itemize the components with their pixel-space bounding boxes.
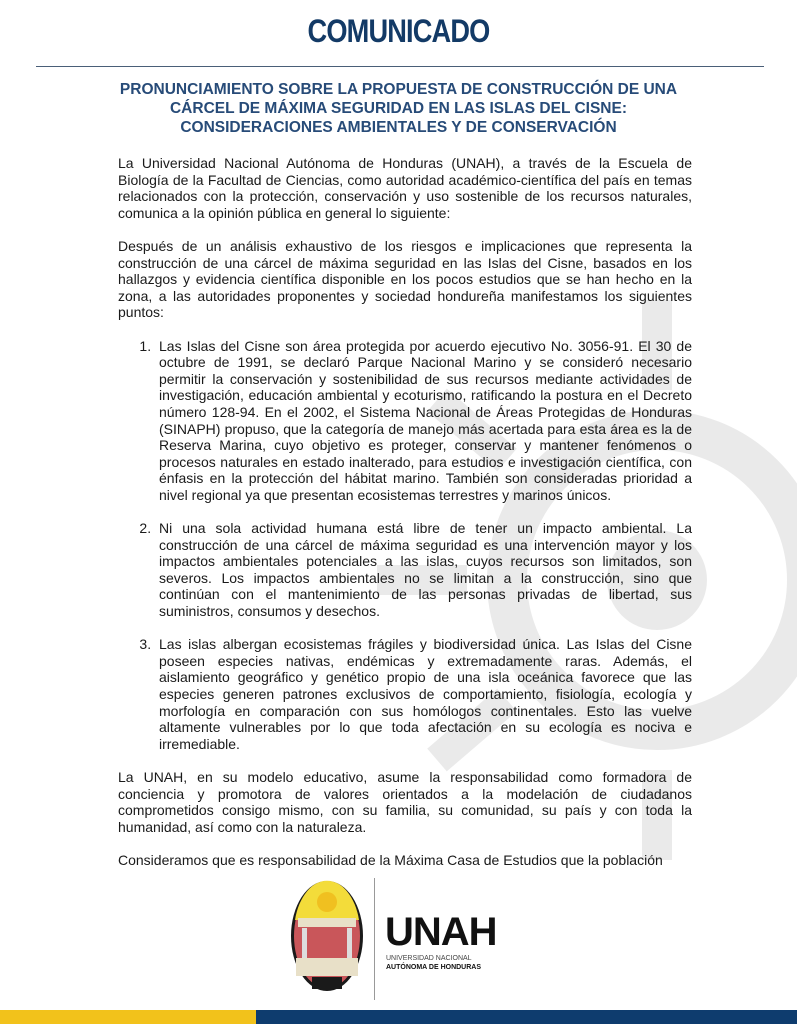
paragraph: Consideramos que es responsabilidad de la Máxima Casa de Estudios que la población (118, 851, 663, 868)
footer-bar-blue (256, 1010, 797, 1024)
heading-line: CONSIDERACIONES AMBIENTALES Y DE CONSERVACIÓN (180, 119, 617, 136)
paragraph: La Universidad Nacional Autónoma de Honduras (UNAH), a través de la Escuela de Biología de la Facultad de Ciencias, como autoridad académico-científica del país en temas relacionados con la protección, conservación y uso sostenible de los recursos naturales, comunica a la opinión pública en general lo siguiente: (118, 155, 692, 221)
logo-subtitle: AUTÓNOMA DE HONDURAS (386, 964, 482, 971)
document-heading (60, 80, 737, 137)
heading-line: PRONUNCIAMIENTO SOBRE LA PROPUESTA DE CONSTRUCCIÓN DE UNA (119, 81, 678, 98)
paragraph: La UNAH, en su modelo educativo, asume la responsabilidad como formadora de conciencia y promotora de valores orientados a la modelación de ciudadanos comprometidos consigo mismo, con su familia, su comunidad, su país y con toda la humanidad, así como con la naturaleza. (118, 768, 692, 835)
document-title: COMUNICADO (307, 13, 490, 49)
heading-line: CÁRCEL DE MÁXIMA SEGURIDAD EN LAS ISLAS DEL CISNE: (169, 100, 627, 117)
list-item: 3. Las islas albergan ecosistemas frágiles y biodiversidad única. Las Islas del Cisne poseen especies nativas, endémicas y extremadamente raras. Además, el aislamiento geográfico y genético propio de una isla oceánica favorece que las especies generen patrones exclusivos de comportamiento, fisiología, ecología y morfología en comparación con sus homólogos continentales. Esto las vuelve altamente vulnerables por lo que toda afectación en su ecología es nociva e irremediable. (155, 636, 692, 752)
divider (36, 66, 764, 67)
list-item: 1. Las Islas del Cisne son área protegida por acuerdo ejecutivo No. 3056-91. El 30 de octubre de 1991, se declaró Parque Nacional Marino y se consideró necesario permitir la conservación y sostenibilidad de sus recursos mediante actividades de investigación, educación ambiental y ecoturismo, ratificando la postura en el Decreto número 128-94. En el 2002, el Sistema Nacional de Áreas Protegidas de Honduras (SINAPH) propuso, que la categoría de manejo más acertada para esta área es la de Reserva Marina, cuyo objetivo es proteger, conservar y mantener fenómenos o procesos naturales en estado inalterado, para estudios e investigación científica, con énfasis en la protección del hábitat marino. También son consideradas prioridad a nivel regional ya que presentan ecosistemas terrestres y marinos únicos. (155, 338, 692, 504)
unah-wordmark: UNAH (385, 910, 497, 954)
logo-separator (374, 878, 375, 1000)
unah-seal-logo (290, 880, 364, 992)
footer-bar-yellow (0, 1010, 256, 1024)
logo-subtitle: UNIVERSIDAD NACIONAL (386, 955, 472, 962)
document-body (118, 155, 692, 885)
points-list (118, 338, 692, 753)
paragraph: Después de un análisis exhaustivo de los riesgos e implicaciones que representa la construcción de una cárcel de máxima seguridad en las Islas del Cisne, basados en los hallazgos y evidencia científica disponible en los pocos estudios que se han hecho en la zona, a las autoridades proponentes y sociedad hondureña manifestamos los siguientes puntos: (118, 237, 692, 321)
list-item: 2. Ni una sola actividad humana está libre de tener un impacto ambiental. La construcción de una cárcel de máxima seguridad es una intervención mayor y los impactos ambientales potenciales a las islas, cuyos recursos son limitados, son severos. Los impactos ambientales no se limitan a la construcción, sino que continúan con el mantenimiento de las personas privadas de libertad, sus suministros, consumos y desechos. (155, 520, 692, 620)
